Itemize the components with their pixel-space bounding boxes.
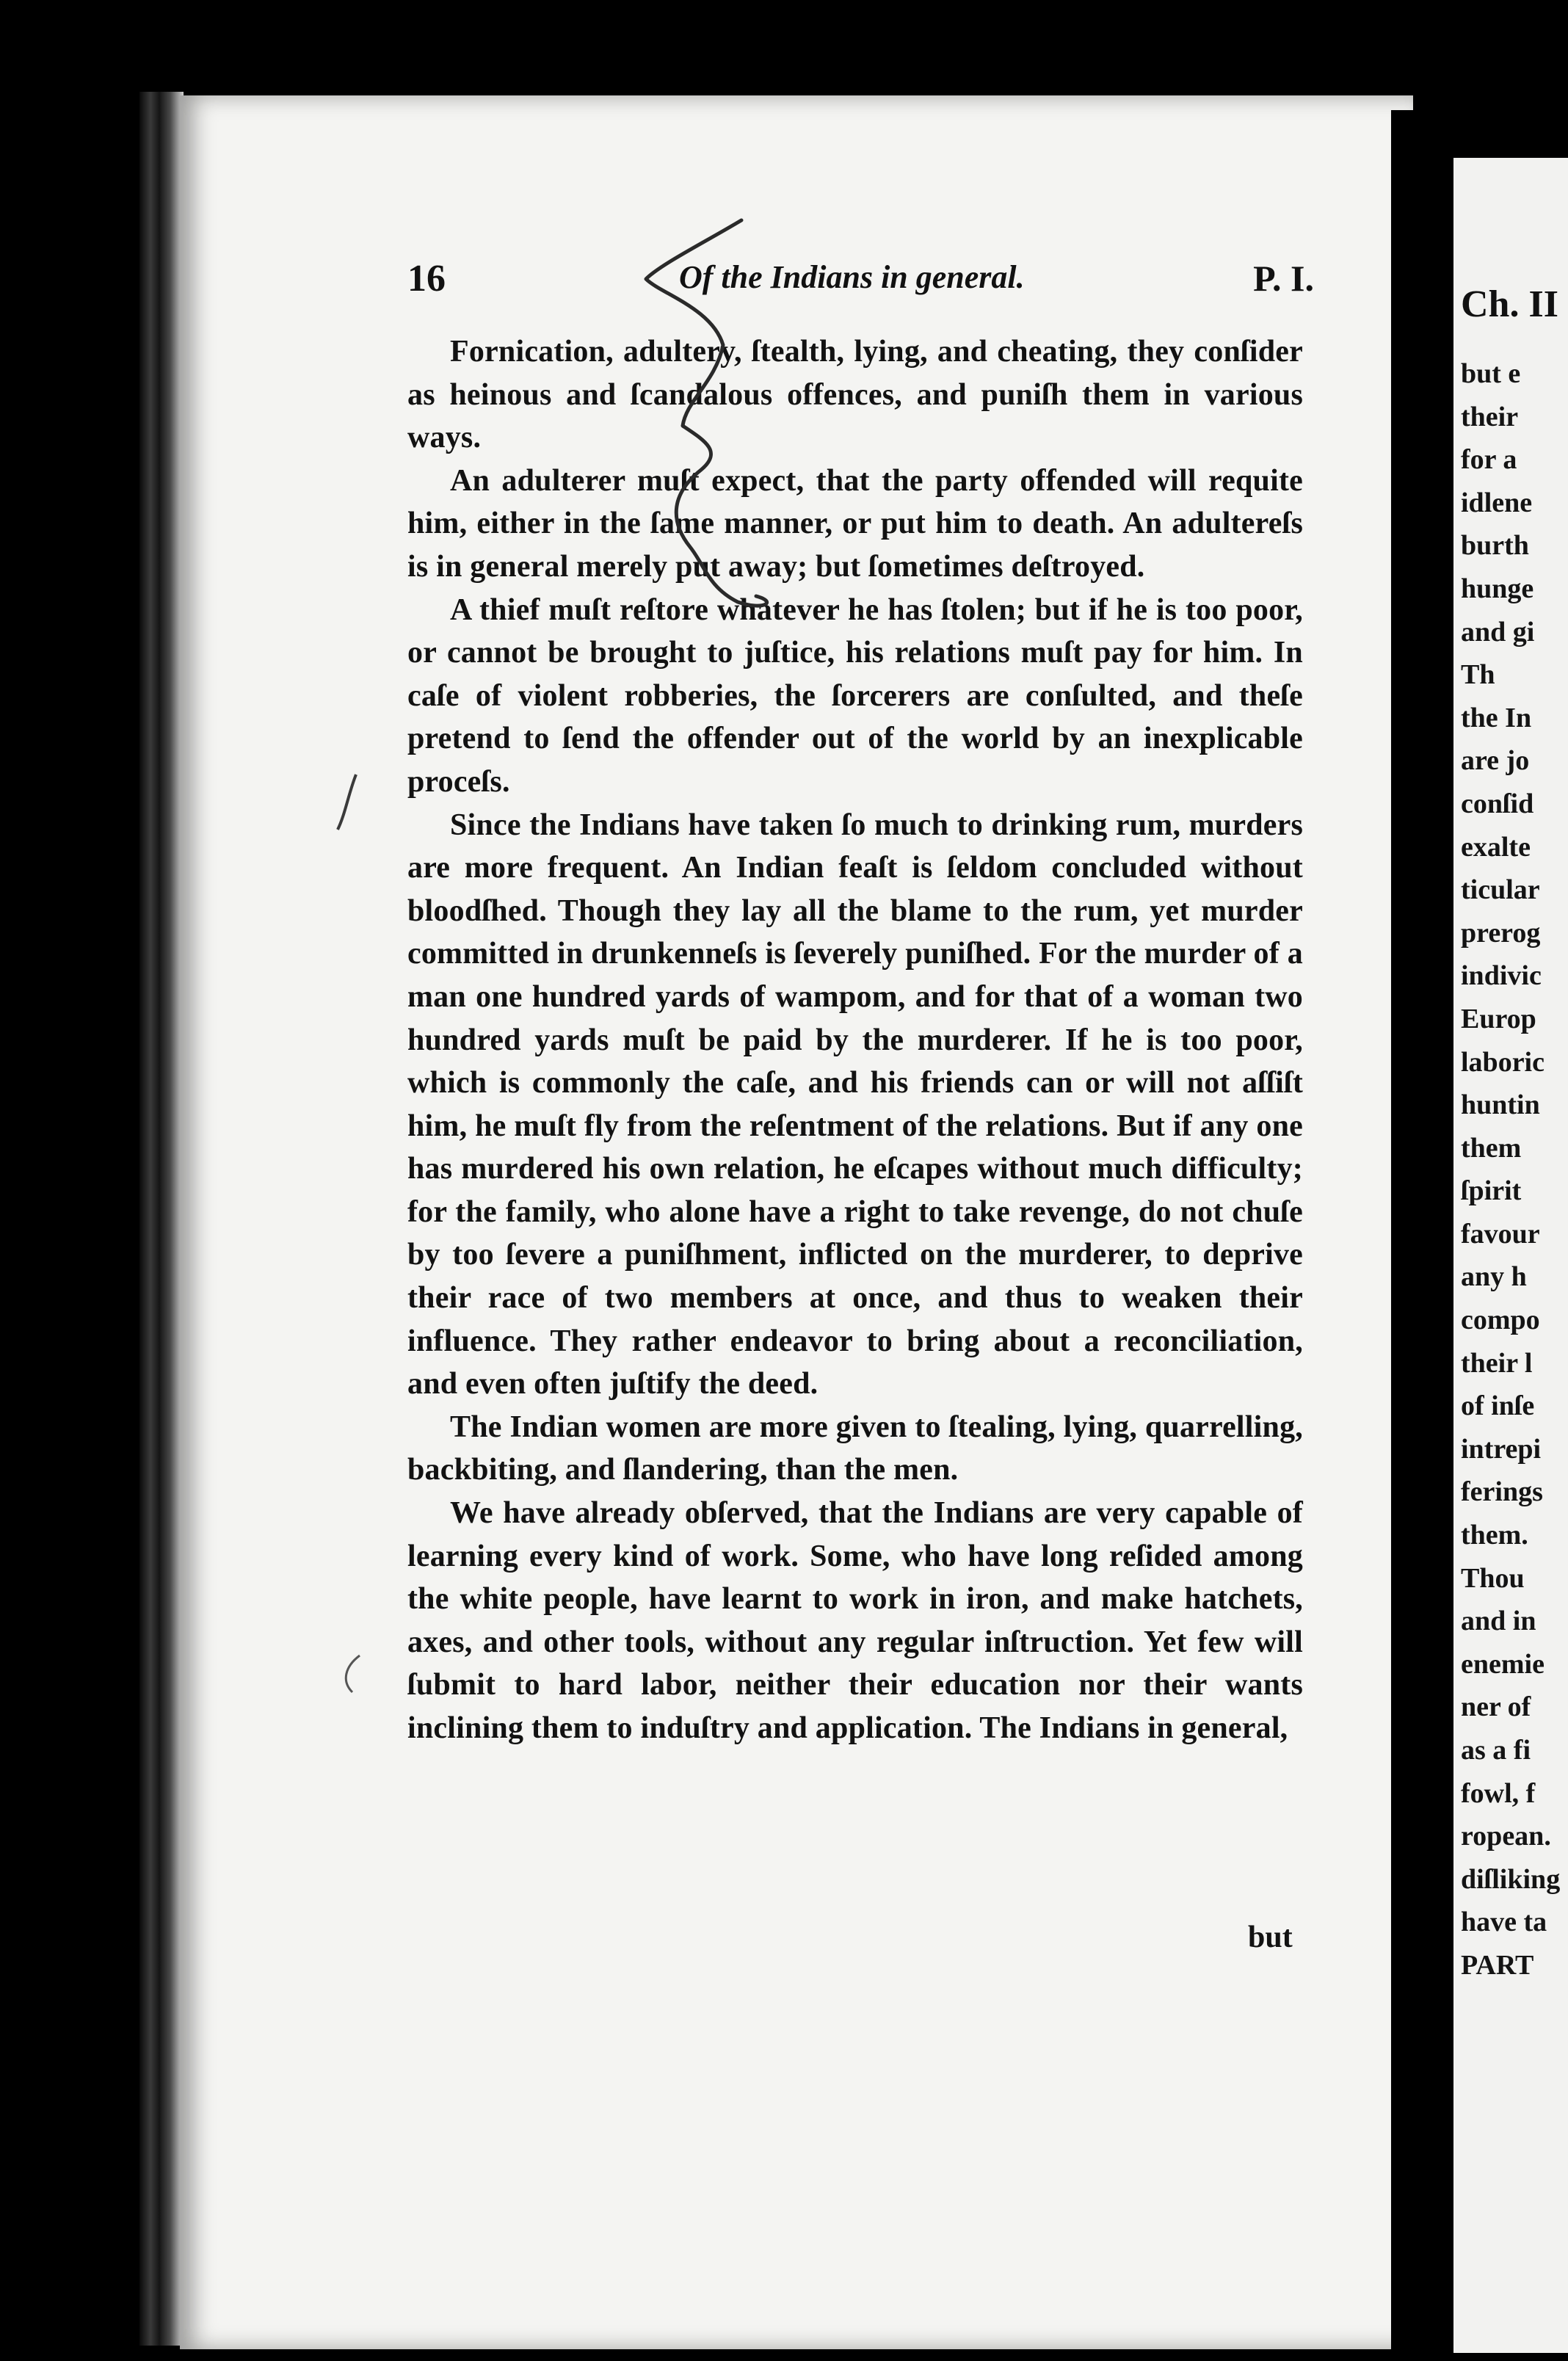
facing-page-line: enemie — [1461, 1648, 1545, 1680]
facing-page-line: prerog — [1461, 917, 1541, 949]
facing-page-line: Europ — [1461, 1003, 1536, 1034]
facing-page-line: ferings — [1461, 1476, 1543, 1508]
facing-page-line: fowl, f — [1461, 1777, 1536, 1809]
facing-page-line: them. — [1461, 1520, 1528, 1551]
facing-page-line: them — [1461, 1132, 1522, 1164]
facing-page-line: their l — [1461, 1347, 1533, 1379]
facing-page-line: PART — [1461, 1949, 1534, 1981]
part-label: P. I. — [1253, 258, 1314, 299]
facing-page-line: have ta — [1461, 1907, 1547, 1938]
facing-page-line: conſid — [1461, 788, 1534, 819]
facing-page-line: hunge — [1461, 573, 1534, 604]
facing-page-lines — [1461, 352, 1560, 1987]
facing-page-line: diſliking — [1461, 1863, 1561, 1895]
facing-page-line: as a fi — [1461, 1735, 1531, 1766]
facing-page-line: ſpirit — [1461, 1175, 1522, 1207]
facing-page-line: laboric — [1461, 1046, 1545, 1078]
facing-page-line: compo — [1461, 1305, 1540, 1336]
facing-page-line: and gi — [1461, 616, 1535, 648]
body-text — [407, 330, 1303, 1750]
paragraph: A thief muſt reſtore whatever he has ſtolen; but if he is too poor, or cannot be brought to juſtice, his relations muſt pay for him. In caſe of violent robberies, the ſorcerers are conſulted, and theſe pretend to ſend the offender out of the world by an inexplicable proceſs. — [407, 592, 1303, 799]
page-gutter-shadow — [1391, 110, 1453, 2361]
facing-page-line: any h — [1461, 1261, 1527, 1293]
facing-page-line: ticular — [1461, 874, 1540, 906]
paragraph: Fornication, adultery, ſtealth, lying, and cheating, they conſider as heinous and ſcandalous offences, and puniſh them in various ways. — [407, 335, 1303, 455]
running-head: Of the Indians in general. — [679, 259, 1025, 295]
facing-page-line: of inſe — [1461, 1390, 1535, 1422]
paragraph: The Indian women are more given to ſtealing, lying, quarrelling, backbiting, and ſlandering, than the men. — [407, 1410, 1303, 1487]
page-number: 16 — [407, 258, 446, 300]
book-binding — [139, 92, 184, 2346]
facing-page-line: ropean. — [1461, 1821, 1551, 1852]
paragraph: Since the Indians have taken ſo much to drinking rum, murders are more frequent. An Indian feaſt is ſeldom concluded without bloodſhed. Though they lay all the blame to the rum, yet murder committed in drunkenneſs is ſeverely puniſhed. For the murder of a man one hundred yards of wampom, and for that of a woman two hundred yards muſt be paid by the murderer. If he is too poor, which is commonly the caſe, and his friends can or will not aſſiſt him, he muſt fly from the reſentment of the relations. But if any one has murdered his own relation, he eſcapes without much difficulty; for the family, who alone have a right to take revenge, do not chuſe by too ſevere a puniſhment, inflicted on the murderer, to deprive their race of two members at once, and thus to weaken their influence. They rather endeavor to bring about a reconciliation, and even often juſtify the deed. — [407, 808, 1303, 1401]
facing-page-line: burth — [1461, 530, 1529, 562]
facing-page-line: exalte — [1461, 831, 1531, 863]
facing-page-line: the In — [1461, 702, 1532, 733]
facing-page-line: Th — [1461, 659, 1495, 691]
facing-page-line: but e — [1461, 358, 1521, 389]
facing-page-line: huntin — [1461, 1089, 1540, 1121]
paragraph: An adulterer muſt expect, that the party offended will requite him, either in the ſame manner, or put him to death. An adultereſs is in general merely put away; but ſometimes deſtroyed. — [407, 463, 1303, 584]
facing-page-line: Thou — [1461, 1562, 1525, 1594]
facing-page-line: are jo — [1461, 745, 1530, 777]
facing-page-header: Ch. II — [1461, 283, 1558, 325]
catchword: but — [1248, 1921, 1293, 1954]
facing-page-line: ner of — [1461, 1691, 1531, 1723]
facing-page-line: and in — [1461, 1606, 1536, 1637]
paragraph: We have already obſerved, that the Indians are very capable of learning every kind of work. Some, who have long reſided among the white people, have learnt to work in iron, and make hatchets, axes, and other tools, without any regular inſtruction. Yet few will ſubmit to hard labor, neither their education nor their wants inclining them to induſtry and application. The Indians in general, — [407, 1496, 1303, 1745]
facing-page-line: their — [1461, 401, 1519, 432]
facing-page — [1453, 158, 1568, 2353]
page-header — [407, 257, 1314, 308]
facing-page-line: favour — [1461, 1218, 1540, 1250]
facing-page-line: intrepi — [1461, 1433, 1542, 1465]
facing-page-line: idlene — [1461, 487, 1533, 518]
facing-page-line: indivic — [1461, 960, 1542, 992]
facing-page-line: for a — [1461, 444, 1517, 476]
